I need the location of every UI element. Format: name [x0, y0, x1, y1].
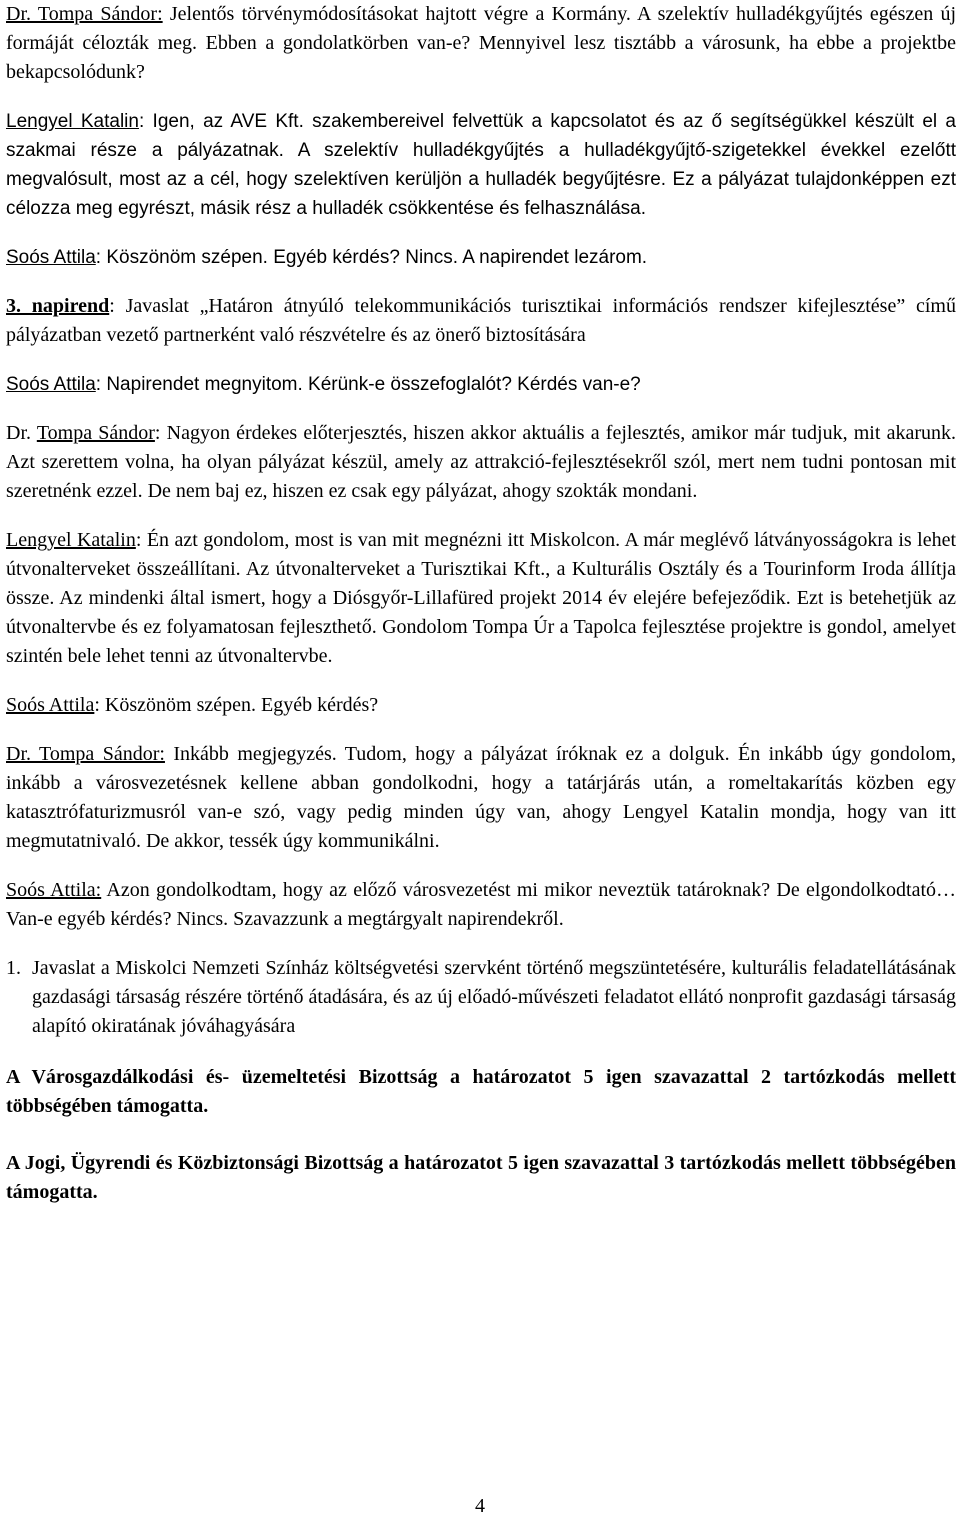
speaker-name: Tompa Sándor	[36, 422, 155, 444]
speaker-name: Soós Attila:	[6, 879, 102, 901]
speaker-name: Dr. Tompa Sándor:	[6, 743, 165, 765]
numbered-list-item	[6, 954, 956, 1041]
paragraph-soos-1	[6, 243, 956, 272]
paragraph-tompa-2	[6, 419, 956, 506]
speaker-prefix: Dr.	[6, 422, 37, 444]
agenda-text: : Javaslat „Határon átnyúló telekommunikációs turisztikai információs rendszer kifejlesztése” című pályázatban vezető partnerként való részvételre és az önerő biztosítására	[6, 295, 956, 346]
speaker-name: Dr. Tompa Sándor:	[6, 3, 163, 25]
speech-text: : Köszönöm szépen. Egyéb kérdés?	[94, 694, 379, 716]
paragraph-lengyel-1	[6, 107, 956, 223]
speech-text: Azon gondolkodtam, hogy az előző városvezetést mi mikor neveztük tatároknak? De elgondolkodtató… Van-e egyéb kérdés? Nincs. Szavazzunk a megtárgyalt napirendekről.	[6, 879, 957, 930]
paragraph-soos-2	[6, 370, 956, 399]
list-item-number: 1.	[6, 957, 21, 979]
speech-text: : Napirendet megnyitom. Kérünk-e összefoglalót? Kérdés van-e?	[95, 374, 641, 395]
speaker-name: Lengyel Katalin	[6, 111, 139, 132]
speech-text: : Köszönöm szépen. Egyéb kérdés? Nincs. A napirendet lezárom.	[95, 247, 648, 268]
agenda-heading: 3. napirend	[6, 295, 110, 317]
speech-text: Inkább megjegyzés. Tudom, hogy a pályázat íróknak ez a dolguk. Én inkább úgy gondolom, inkább a városvezetésnek kellene abban gondolkodni, hogy a tatárjárás után, a romeltakarítás közben egy katasztrófaturizmusról van-e szó, vagy pedig minden úgy van, ahogy Lengyel Katalin mondja, hogy van itt megmutatnivaló. De akkor, tessék úgy kommunikálni.	[6, 743, 956, 852]
speech-text: : Igen, az AVE Kft. szakembereivel felvettük a kapcsolatot és az ő segítségükkel készült el a szakmai része a pályázatnak. A szelektív hulladékgyűjtés a hulladékgyűjtő-szigetekkel évekkel ezelőtt megvalósult, most az a cél, hogy szelektíven kerüljön a hulladék begyűjtésre. Ez a pályázat tulajdonképpen ezt célozza meg egyrészt, másik rész a hulladék csökkentése és felhasználása.	[6, 111, 956, 219]
paragraph-lengyel-2	[6, 526, 956, 671]
speaker-name: Soós Attila	[6, 247, 96, 268]
speech-text: Jelentős törvénymódosításokat hajtott végre a Kormány. A szelektív hulladékgyűjtés egészen új formáját célozták meg. Ebben a gondolatkörben van-e? Mennyivel lesz tisztább a városunk, ha ebbe a projektbe bekapcsolódunk?	[6, 3, 957, 83]
list-item-text: Javaslat a Miskolci Nemzeti Színház költségvetési szervként történő megszüntetésére, kulturális feladatellátásának gazdasági társaság részére történő átadására, és az új előadó-művészeti feladatot ellátó nonprofit gazdasági társaság alapító okiratának jóváhagyására	[32, 957, 957, 1037]
paragraph-soos-3	[6, 691, 956, 720]
paragraph-tompa-1	[6, 0, 956, 87]
resolution-legal-committee: A Jogi, Ügyrendi és Közbiztonsági Bizottság a határozatot 5 igen szavazattal 3 tartózkodás mellett többségében támogatta.	[6, 1152, 956, 1203]
speech-text: : Én azt gondolom, most is van mit megnézni itt Miskolcon. A már meglévő látványosságokra is lehet útvonalterveket összeállítani. Az útvonalterveket a Turisztikai Kft., a Kulturális Osztály és a Tourinform Iroda állítja össze. Az mindenki által ismert, hogy a Diósgyőr-Lillafüred projekt 2014 év elejére befejeződik. Ezt is betehetjük az útvonaltervbe és ez folyamatosan fejleszthető. Gondolom Tompa Úr a Tapolca fejlesztése projektre is gondol, amelyet szintén bele lehet tenni az útvonaltervbe.	[6, 529, 957, 667]
document-page	[6, 0, 956, 1207]
paragraph-soos-4	[6, 876, 956, 934]
speaker-name: Soós Attila	[6, 694, 95, 716]
agenda-item-3	[6, 292, 956, 350]
page-number: 4	[475, 1495, 485, 1517]
speaker-name: Lengyel Katalin	[6, 529, 136, 551]
paragraph-tompa-3	[6, 740, 956, 856]
resolution-urban-management: A Városgazdálkodási és- üzemeltetési Bizottság a határozatot 5 igen szavazattal 2 tartózkodás mellett többségében támogatta.	[6, 1066, 956, 1117]
speaker-name: Soós Attila	[6, 374, 96, 395]
speech-text: : Nagyon érdekes előterjesztés, hiszen akkor aktuális a fejlesztés, amikor már tudjuk, mit akarunk. Azt szerettem volna, ha olyan pályázat készül, amely az attrakció-fejlesztésekről szól, mert nem tudni pontosan mit szeretnénk ezzel. De nem baj ez, hiszen ez csak egy pályázat, ahogy szokták mondani.	[6, 422, 956, 502]
